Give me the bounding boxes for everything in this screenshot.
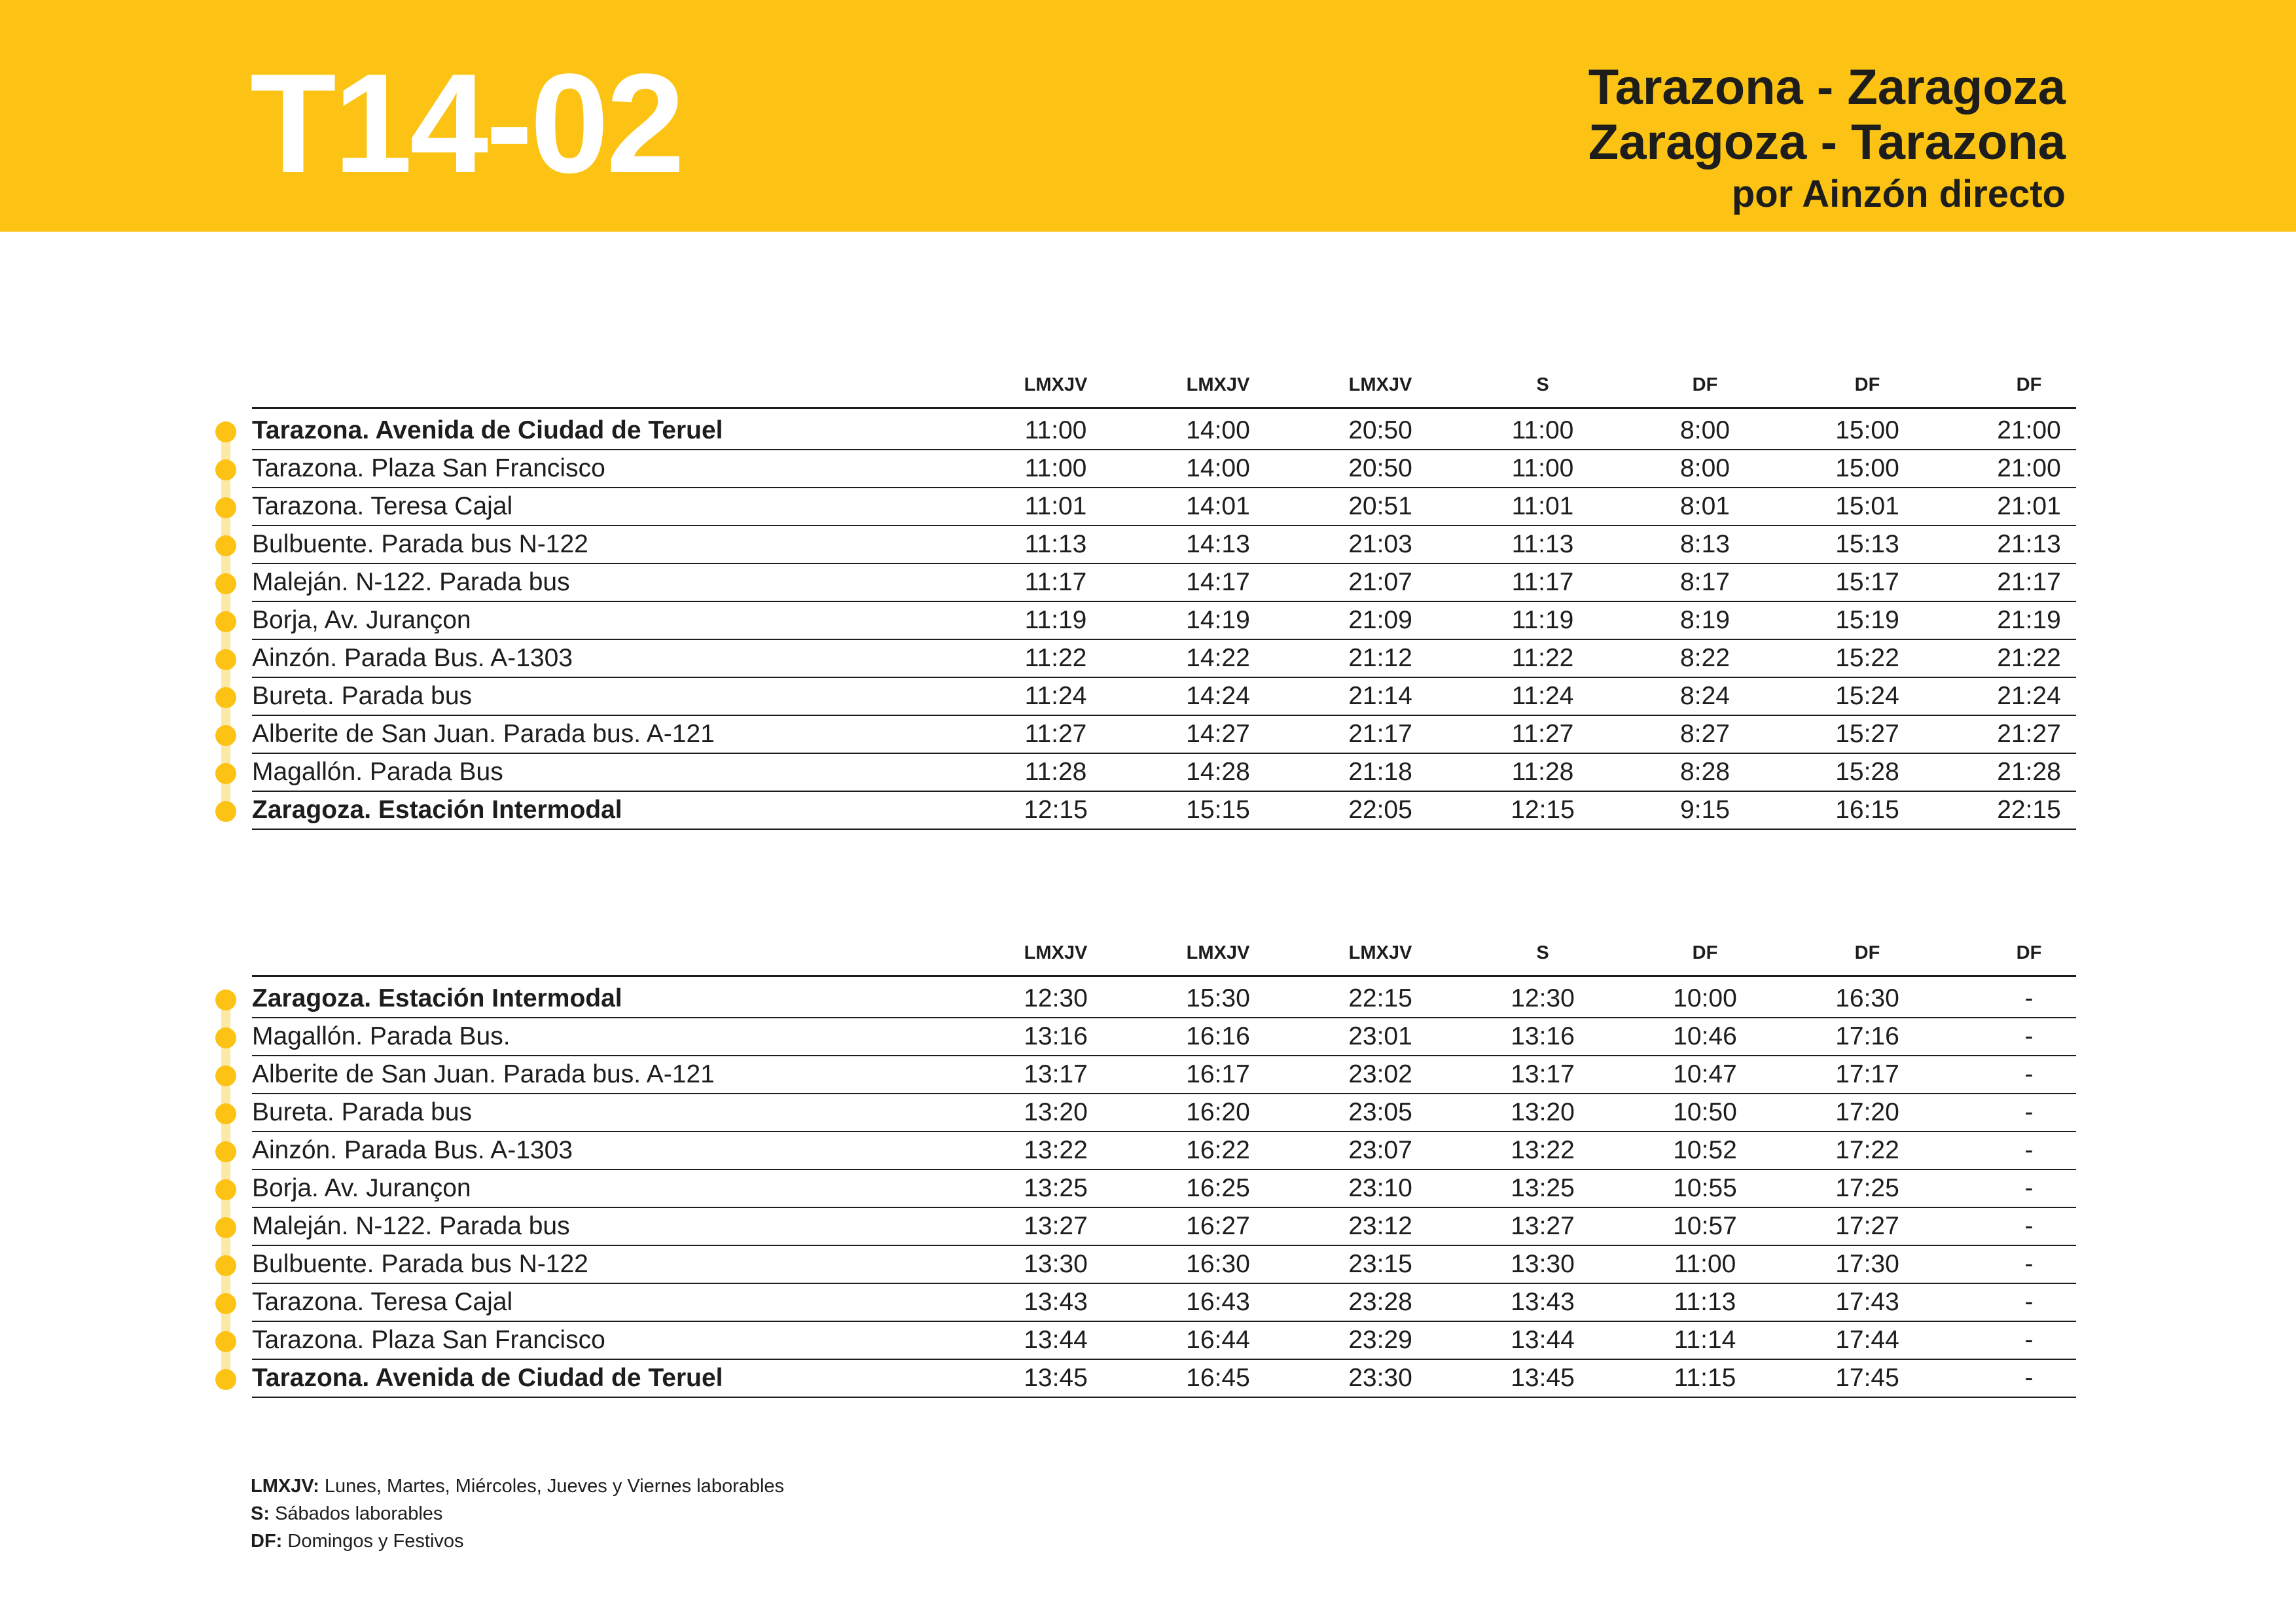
departure-time: 21:17: [1348, 720, 1412, 748]
stop-dot-icon: [215, 611, 236, 632]
table-row: [0, 1284, 2296, 1322]
departure-time: 14:27: [1186, 720, 1250, 748]
departure-time: 8:00: [1680, 454, 1730, 482]
departure-time: -: [2024, 1022, 2034, 1050]
departure-time: 15:15: [1186, 796, 1250, 824]
departure-time: 11:00: [1024, 416, 1087, 444]
day-type-header: LMXJV: [1024, 374, 1088, 395]
day-type-header: LMXJV: [1348, 942, 1412, 963]
stop-name: Borja. Av. Jurançon: [252, 1174, 471, 1202]
departure-time: 8:19: [1680, 606, 1730, 634]
departure-time: -: [2024, 1174, 2034, 1202]
stop-name: Alberite de San Juan. Parada bus. A-121: [252, 1060, 715, 1088]
departure-time: 10:55: [1673, 1174, 1737, 1202]
departure-time: 16:43: [1186, 1288, 1250, 1316]
legend-item: [251, 1527, 784, 1555]
departure-time: 20:50: [1348, 416, 1412, 444]
departure-time: 12:30: [1511, 984, 1575, 1012]
departure-time: 15:00: [1835, 416, 1899, 444]
stop-name: Magallón. Parada Bus.: [252, 1022, 511, 1050]
stop-dot-icon: [215, 801, 236, 822]
departure-time: 13:20: [1024, 1098, 1088, 1126]
departure-time: 15:13: [1835, 530, 1899, 558]
departure-time: 11:13: [1674, 1288, 1736, 1316]
stop-name: Tarazona. Teresa Cajal: [252, 492, 513, 520]
departure-time: 13:44: [1511, 1326, 1575, 1354]
departure-time: 16:44: [1186, 1326, 1250, 1354]
stop-name: Bureta. Parada bus: [252, 682, 473, 710]
departure-time: 11:00: [1674, 1250, 1736, 1278]
departure-time: 17:25: [1835, 1174, 1899, 1202]
departure-time: 13:45: [1024, 1364, 1088, 1392]
stop-dot-icon: [215, 1103, 236, 1124]
stop-name: Alberite de San Juan. Parada bus. A-121: [252, 720, 715, 748]
departure-time: 8:22: [1680, 644, 1730, 672]
table-row: [0, 412, 2296, 450]
departure-time: 17:16: [1835, 1022, 1899, 1050]
departure-time: 13:16: [1024, 1022, 1088, 1050]
departure-time: 15:17: [1835, 568, 1899, 596]
stop-name: Bureta. Parada bus: [252, 1098, 473, 1126]
departure-time: 11:28: [1511, 758, 1574, 786]
stop-name: Tarazona. Plaza San Francisco: [252, 454, 605, 482]
departure-time: 11:24: [1024, 682, 1087, 710]
departure-time: 13:25: [1511, 1174, 1575, 1202]
departure-time: 17:27: [1835, 1212, 1899, 1240]
departure-time: 21:13: [1997, 530, 2061, 558]
header-divider: [252, 407, 2076, 409]
departure-time: 14:01: [1186, 492, 1250, 520]
legend-key: S:: [251, 1503, 270, 1524]
departure-time: 15:19: [1835, 606, 1899, 634]
stop-dot-icon: [215, 573, 236, 594]
departure-time: 11:22: [1024, 644, 1087, 672]
departure-time: 21:12: [1348, 644, 1412, 672]
departure-time: 16:22: [1186, 1136, 1250, 1164]
departure-time: 13:43: [1024, 1288, 1088, 1316]
departure-time: 8:17: [1680, 568, 1730, 596]
stop-dot-icon: [215, 1141, 236, 1162]
departure-time: 22:15: [1997, 796, 2061, 824]
stop-name: Zaragoza. Estación Intermodal: [252, 984, 622, 1012]
departure-time: 11:24: [1511, 682, 1574, 710]
stop-dot-icon: [215, 421, 236, 442]
departure-time: 15:30: [1186, 984, 1250, 1012]
departure-time: 14:22: [1186, 644, 1250, 672]
departure-time: 13:27: [1511, 1212, 1575, 1240]
departure-time: 12:30: [1024, 984, 1088, 1012]
day-type-header: LMXJV: [1024, 942, 1088, 963]
legend-key: DF:: [251, 1531, 283, 1552]
departure-time: 17:17: [1835, 1060, 1899, 1088]
departure-time: 22:05: [1348, 796, 1412, 824]
departure-time: 21:14: [1348, 682, 1412, 710]
departure-time: 8:13: [1680, 530, 1730, 558]
stop-dot-icon: [215, 649, 236, 670]
departure-time: 11:00: [1024, 454, 1087, 482]
departure-time: -: [2024, 984, 2034, 1012]
departure-time: 21:01: [1997, 492, 2061, 520]
departure-time: 23:28: [1348, 1288, 1412, 1316]
departure-time: 13:16: [1511, 1022, 1575, 1050]
row-divider: [252, 829, 2076, 830]
header-divider: [252, 975, 2076, 977]
departure-time: 13:20: [1511, 1098, 1575, 1126]
departure-time: 16:15: [1835, 796, 1899, 824]
stop-name: Borja, Av. Jurançon: [252, 606, 471, 634]
departure-time: 15:24: [1835, 682, 1899, 710]
departure-time: 14:28: [1186, 758, 1250, 786]
departure-time: 10:50: [1673, 1098, 1737, 1126]
departure-time: 14:24: [1186, 682, 1250, 710]
day-type-header: S: [1536, 374, 1549, 395]
stop-dot-icon: [215, 687, 236, 708]
departure-time: 21:09: [1348, 606, 1412, 634]
table-row: [0, 792, 2296, 830]
table-row: [0, 526, 2296, 564]
stop-dot-icon: [215, 1293, 236, 1314]
day-type-header: DF: [2016, 942, 2042, 963]
departure-time: 20:50: [1348, 454, 1412, 482]
day-type-header: DF: [1854, 374, 1880, 395]
departure-time: 13:44: [1024, 1326, 1088, 1354]
stop-dot-icon: [215, 1331, 236, 1352]
departure-time: 8:28: [1680, 758, 1730, 786]
stop-name: Tarazona. Teresa Cajal: [252, 1288, 513, 1316]
stop-dot-icon: [215, 1217, 236, 1238]
departure-time: 16:30: [1835, 984, 1899, 1012]
departure-time: 16:16: [1186, 1022, 1250, 1050]
departure-time: 21:07: [1348, 568, 1412, 596]
departure-time: 11:27: [1024, 720, 1087, 748]
day-type-header: DF: [1692, 942, 1718, 963]
departure-time: 15:27: [1835, 720, 1899, 748]
route-title-outbound: Tarazona - Zaragoza: [1588, 60, 2066, 115]
departure-time: 16:20: [1186, 1098, 1250, 1126]
departure-time: 11:00: [1511, 454, 1574, 482]
departure-time: 11:01: [1024, 492, 1087, 520]
departure-time: 17:30: [1835, 1250, 1899, 1278]
departure-time: 11:00: [1511, 416, 1574, 444]
departure-time: 11:15: [1674, 1364, 1736, 1392]
departure-time: 13:27: [1024, 1212, 1088, 1240]
departure-time: -: [2024, 1212, 2034, 1240]
legend-text: Lunes, Martes, Miércoles, Jueves y Viernes laborables: [324, 1476, 785, 1497]
timetable-header: [0, 938, 2296, 967]
departure-time: 11:28: [1024, 758, 1087, 786]
departure-time: 21:18: [1348, 758, 1412, 786]
departure-time: 13:30: [1024, 1250, 1088, 1278]
table-row: [0, 1056, 2296, 1094]
stop-dot-icon: [215, 990, 236, 1010]
table-row: [0, 678, 2296, 716]
stop-name: Bulbuente. Parada bus N-122: [252, 530, 588, 558]
departure-time: 11:13: [1511, 530, 1574, 558]
departure-time: 21:00: [1997, 416, 2061, 444]
departure-time: 23:29: [1348, 1326, 1412, 1354]
departure-time: 8:24: [1680, 682, 1730, 710]
departure-time: 11:01: [1511, 492, 1574, 520]
departure-time: 11:17: [1024, 568, 1087, 596]
stop-name: Zaragoza. Estación Intermodal: [252, 796, 622, 824]
departure-time: 11:22: [1511, 644, 1574, 672]
departure-time: 11:27: [1511, 720, 1574, 748]
departure-time: 21:24: [1997, 682, 2061, 710]
departure-time: 23:02: [1348, 1060, 1412, 1088]
departure-time: 20:51: [1348, 492, 1412, 520]
departure-time: 13:25: [1024, 1174, 1088, 1202]
table-row: [0, 1170, 2296, 1208]
day-type-header: LMXJV: [1186, 942, 1250, 963]
departure-time: 14:19: [1186, 606, 1250, 634]
departure-time: 15:01: [1835, 492, 1899, 520]
departure-time: 12:15: [1511, 796, 1575, 824]
departure-time: 17:44: [1835, 1326, 1899, 1354]
day-type-header: DF: [2016, 374, 2042, 395]
timetable-header: [0, 370, 2296, 399]
departure-time: 21:00: [1997, 454, 2061, 482]
header-banner: [0, 0, 2296, 232]
departure-time: 21:03: [1348, 530, 1412, 558]
stop-dot-icon: [215, 725, 236, 746]
departure-time: 13:45: [1511, 1364, 1575, 1392]
departure-time: 8:00: [1680, 416, 1730, 444]
departure-time: -: [2024, 1250, 2034, 1278]
departure-time: -: [2024, 1326, 2034, 1354]
departure-time: -: [2024, 1364, 2034, 1392]
stop-name: Tarazona. Avenida de Ciudad de Teruel: [252, 416, 723, 444]
legend-item: [251, 1472, 784, 1500]
legend-text: Domingos y Festivos: [287, 1531, 464, 1552]
stop-name: Maleján. N-122. Parada bus: [252, 568, 570, 596]
departure-time: 16:25: [1186, 1174, 1250, 1202]
departure-time: 11:19: [1511, 606, 1574, 634]
table-row: [0, 1094, 2296, 1132]
departure-time: 9:15: [1680, 796, 1730, 824]
departure-time: 17:43: [1835, 1288, 1899, 1316]
departure-time: 16:27: [1186, 1212, 1250, 1240]
departure-time: 13:22: [1024, 1136, 1088, 1164]
day-type-header: S: [1536, 942, 1549, 963]
legend-key: LMXJV:: [251, 1476, 319, 1497]
table-row: [0, 1132, 2296, 1170]
day-type-header: LMXJV: [1186, 374, 1250, 395]
stop-dot-icon: [215, 535, 236, 556]
departure-time: 10:47: [1673, 1060, 1737, 1088]
stop-name: Tarazona. Plaza San Francisco: [252, 1326, 605, 1354]
table-row: [0, 716, 2296, 754]
legend-text: Sábados laborables: [275, 1503, 443, 1524]
day-type-header: DF: [1854, 942, 1880, 963]
departure-time: 14:13: [1186, 530, 1250, 558]
legend-item: [251, 1500, 784, 1527]
stop-name: Tarazona. Avenida de Ciudad de Teruel: [252, 1364, 723, 1392]
departure-time: 13:17: [1511, 1060, 1575, 1088]
table-row: [0, 1208, 2296, 1246]
departure-time: -: [2024, 1060, 2034, 1088]
stop-dot-icon: [215, 1027, 236, 1048]
route-titles: [1588, 60, 2066, 219]
day-type-header: DF: [1692, 374, 1718, 395]
departure-time: 23:10: [1348, 1174, 1412, 1202]
stop-name: Bulbuente. Parada bus N-122: [252, 1250, 588, 1278]
table-row: [0, 488, 2296, 526]
departure-time: 15:22: [1835, 644, 1899, 672]
departure-time: 12:15: [1024, 796, 1088, 824]
departure-time: 11:17: [1511, 568, 1574, 596]
departure-time: 17:20: [1835, 1098, 1899, 1126]
departure-time: 8:01: [1680, 492, 1730, 520]
departure-time: 21:28: [1997, 758, 2061, 786]
route-code: T14-02: [250, 44, 683, 202]
stop-name: Ainzón. Parada Bus. A-1303: [252, 1136, 573, 1164]
departure-time: 14:00: [1186, 454, 1250, 482]
table-row: [0, 1018, 2296, 1056]
departure-time: 11:14: [1674, 1326, 1736, 1354]
departure-time: 15:00: [1835, 454, 1899, 482]
departure-time: -: [2024, 1136, 2034, 1164]
departure-time: 23:12: [1348, 1212, 1412, 1240]
departure-time: 13:17: [1024, 1060, 1088, 1088]
departure-time: 10:57: [1673, 1212, 1737, 1240]
departure-time: 13:22: [1511, 1136, 1575, 1164]
table-row: [0, 602, 2296, 640]
table-row: [0, 640, 2296, 678]
table-row: [0, 1246, 2296, 1284]
departure-time: -: [2024, 1098, 2034, 1126]
route-via: por Ainzón directo: [1731, 173, 2066, 215]
stop-dot-icon: [215, 1255, 236, 1276]
table-row: [0, 1360, 2296, 1398]
departure-time: 10:46: [1673, 1022, 1737, 1050]
departure-time: -: [2024, 1288, 2034, 1316]
row-divider: [252, 1397, 2076, 1398]
departure-time: 14:17: [1186, 568, 1250, 596]
stop-name: Magallón. Parada Bus: [252, 758, 503, 786]
departure-time: 17:22: [1835, 1136, 1899, 1164]
departure-time: 14:00: [1186, 416, 1250, 444]
departure-time: 22:15: [1348, 984, 1412, 1012]
table-row: [0, 980, 2296, 1018]
table-row: [0, 564, 2296, 602]
stop-dot-icon: [215, 497, 236, 518]
stop-name: Ainzón. Parada Bus. A-1303: [252, 644, 573, 672]
departure-time: 16:17: [1186, 1060, 1250, 1088]
table-row: [0, 1322, 2296, 1360]
departure-time: 17:45: [1835, 1364, 1899, 1392]
legend: [251, 1472, 784, 1555]
stop-dot-icon: [215, 763, 236, 784]
stop-dot-icon: [215, 1369, 236, 1390]
departure-time: 23:07: [1348, 1136, 1412, 1164]
departure-time: 23:30: [1348, 1364, 1412, 1392]
departure-time: 21:17: [1997, 568, 2061, 596]
stop-dot-icon: [215, 1065, 236, 1086]
stop-dot-icon: [215, 459, 236, 480]
departure-time: 11:19: [1024, 606, 1087, 634]
stop-name: Maleján. N-122. Parada bus: [252, 1212, 570, 1240]
departure-time: 23:01: [1348, 1022, 1412, 1050]
table-row: [0, 450, 2296, 488]
departure-time: 8:27: [1680, 720, 1730, 748]
departure-time: 23:05: [1348, 1098, 1412, 1126]
departure-time: 11:13: [1024, 530, 1087, 558]
departure-time: 10:52: [1673, 1136, 1737, 1164]
departure-time: 16:45: [1186, 1364, 1250, 1392]
departure-time: 21:19: [1997, 606, 2061, 634]
departure-time: 21:27: [1997, 720, 2061, 748]
departure-time: 13:43: [1511, 1288, 1575, 1316]
departure-time: 21:22: [1997, 644, 2061, 672]
route-title-return: Zaragoza - Tarazona: [1588, 115, 2066, 170]
table-row: [0, 754, 2296, 792]
stop-dot-icon: [215, 1179, 236, 1200]
departure-time: 23:15: [1348, 1250, 1412, 1278]
departure-time: 15:28: [1835, 758, 1899, 786]
day-type-header: LMXJV: [1348, 374, 1412, 395]
departure-time: 16:30: [1186, 1250, 1250, 1278]
departure-time: 13:30: [1511, 1250, 1575, 1278]
departure-time: 10:00: [1673, 984, 1737, 1012]
